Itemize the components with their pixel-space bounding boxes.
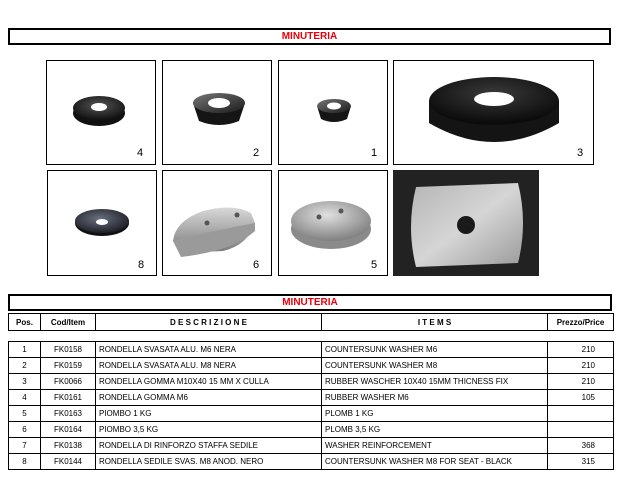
- tile-number: 2: [253, 147, 260, 159]
- cell-description: RONDELLA SVASATA ALU. M8 NERA: [96, 358, 322, 374]
- cell-price: [548, 422, 614, 438]
- price-table: [8, 313, 614, 470]
- tile-number: 3: [577, 147, 584, 159]
- table-header-row: [9, 314, 614, 331]
- product-tile-1: [278, 60, 388, 165]
- product-tile-reinforcement: [393, 170, 539, 276]
- tile-number: 8: [138, 259, 145, 271]
- cell-pos: 3: [9, 374, 41, 390]
- cell-price: [548, 406, 614, 422]
- cell-items: COUNTERSUNK WASHER M8 FOR SEAT - BLACK: [322, 454, 548, 470]
- cell-items: RUBBER WASHER M6: [322, 390, 548, 406]
- cell-items: COUNTERSUNK WASHER M6: [322, 342, 548, 358]
- cell-items: WASHER REINFORCEMENT: [322, 438, 548, 454]
- cell-description: PIOMBO 3,5 KG: [96, 422, 322, 438]
- table-row: [9, 438, 614, 454]
- reinforcement-plate-icon: [394, 171, 539, 276]
- cell-code: FK0164: [41, 422, 96, 438]
- cell-code: FK0144: [41, 454, 96, 470]
- cell-code: FK0161: [41, 390, 96, 406]
- cell-price: 105: [548, 390, 614, 406]
- cell-pos: 1: [9, 342, 41, 358]
- table-row: [9, 374, 614, 390]
- table-row: [9, 406, 614, 422]
- table-row: [9, 422, 614, 438]
- table-row: [9, 358, 614, 374]
- cell-description: RONDELLA SVASATA ALU. M6 NERA: [96, 342, 322, 358]
- cell-code: FK0138: [41, 438, 96, 454]
- cell-description: RONDELLA SEDILE SVAS. M8 ANOD. NERO: [96, 454, 322, 470]
- cell-code: FK0066: [41, 374, 96, 390]
- cell-price: 315: [548, 454, 614, 470]
- table-banner: [8, 294, 612, 311]
- rubber-washer-icon: [394, 61, 594, 165]
- cell-pos: 7: [9, 438, 41, 454]
- top-banner-title: MINUTERIA: [281, 31, 338, 42]
- tile-number: 6: [253, 259, 260, 271]
- cell-pos: 6: [9, 422, 41, 438]
- cell-price: 210: [548, 374, 614, 390]
- product-tile-5: [278, 170, 388, 276]
- header-pos: Pos.: [9, 314, 41, 331]
- table-banner-title: MINUTERIA: [282, 297, 338, 308]
- header-items: I T E M S: [322, 314, 548, 331]
- tile-number: 5: [371, 259, 378, 271]
- table-row: [9, 454, 614, 470]
- tile-number: 1: [371, 147, 378, 159]
- cell-description: RONDELLA GOMMA M10X40 15 MM X CULLA: [96, 374, 322, 390]
- cell-description: PIOMBO 1 KG: [96, 406, 322, 422]
- header-price: Prezzo/Price: [548, 314, 614, 331]
- cell-pos: 5: [9, 406, 41, 422]
- tile-number: 4: [137, 147, 144, 159]
- product-tile-4: [46, 60, 156, 165]
- cell-items: RUBBER WASCHER 10X40 15MM THICNESS FIX: [322, 374, 548, 390]
- cell-price: 368: [548, 438, 614, 454]
- cell-code: FK0159: [41, 358, 96, 374]
- table-row: [9, 342, 614, 358]
- table-row: [9, 390, 614, 406]
- cell-description: RONDELLA DI RINFORZO STAFFA SEDILE: [96, 438, 322, 454]
- cell-price: 210: [548, 358, 614, 374]
- table-spacer: [9, 331, 614, 342]
- product-tile-3: [393, 60, 594, 165]
- cell-pos: 4: [9, 390, 41, 406]
- cell-pos: 8: [9, 454, 41, 470]
- cell-items: PLOMB 3,5 KG: [322, 422, 548, 438]
- cell-code: FK0158: [41, 342, 96, 358]
- product-tile-6: [162, 170, 272, 276]
- cell-items: PLOMB 1 KG: [322, 406, 548, 422]
- cell-pos: 2: [9, 358, 41, 374]
- product-tile-8: [47, 170, 157, 276]
- cell-description: RONDELLA GOMMA M6: [96, 390, 322, 406]
- product-tile-2: [162, 60, 272, 165]
- top-banner: [8, 28, 611, 45]
- cell-code: FK0163: [41, 406, 96, 422]
- header-code: Cod/Item: [41, 314, 96, 331]
- cell-price: 210: [548, 342, 614, 358]
- cell-items: COUNTERSUNK WASHER M8: [322, 358, 548, 374]
- header-description: D E S C R I Z I O N E: [96, 314, 322, 331]
